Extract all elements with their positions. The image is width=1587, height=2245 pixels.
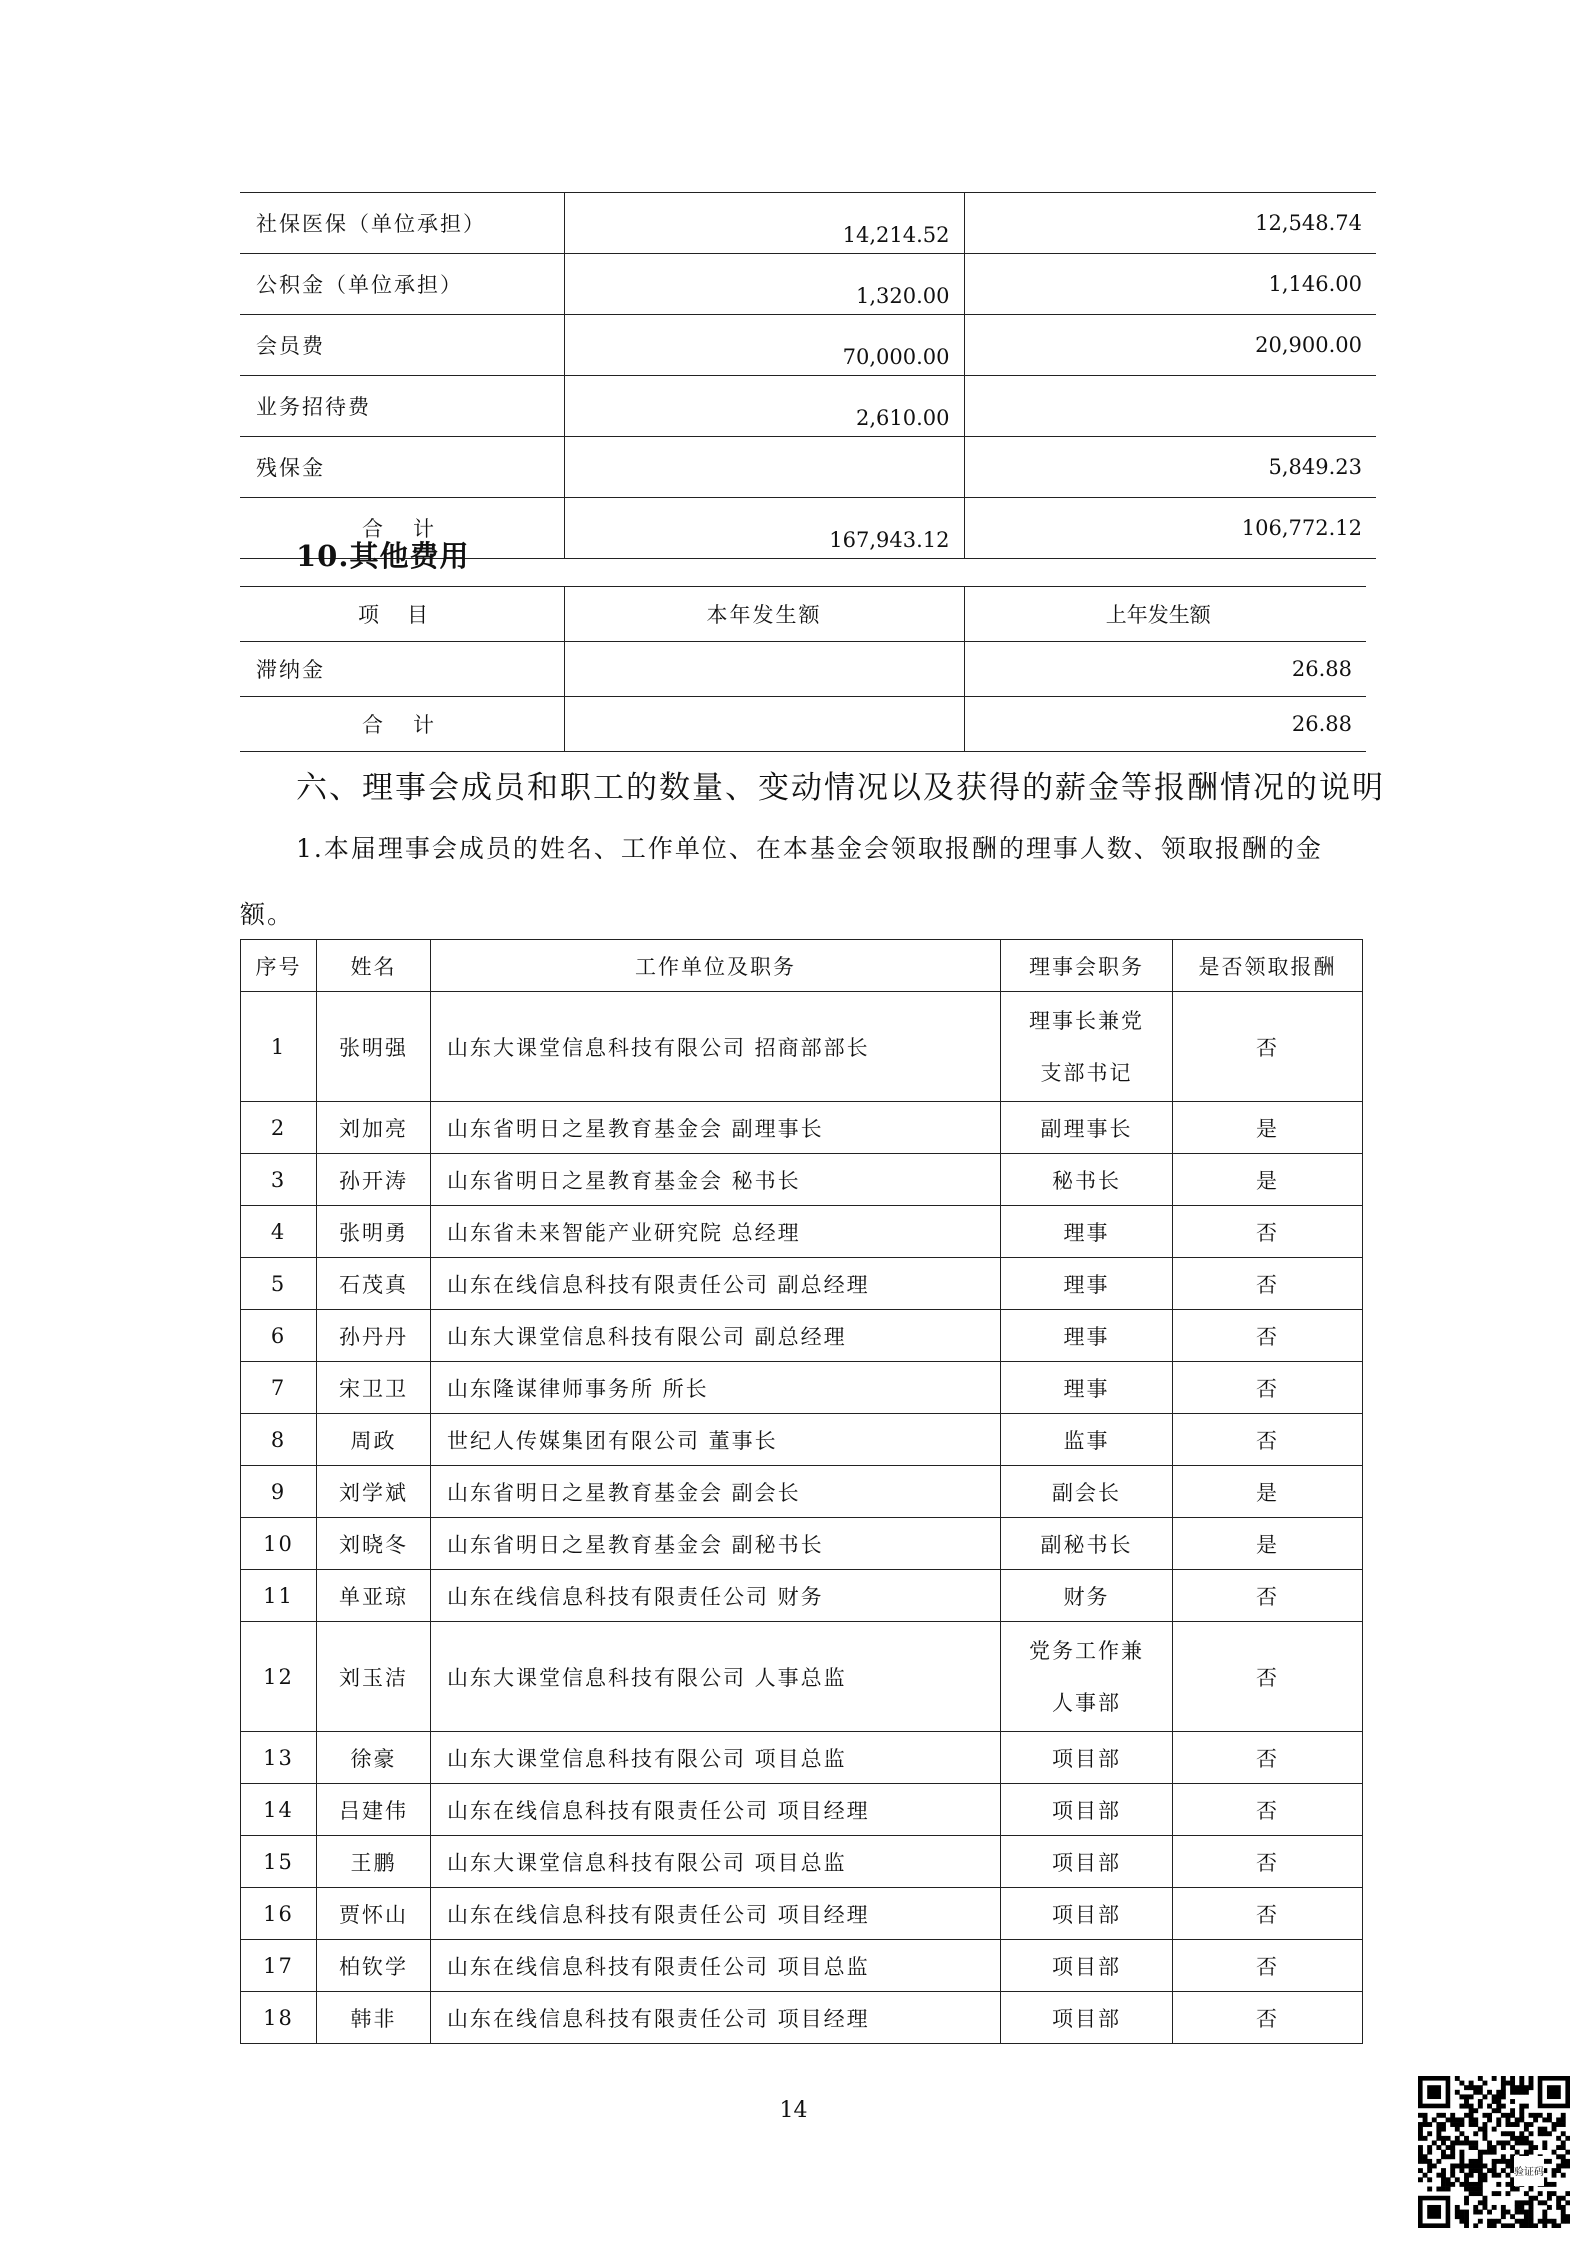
member-paid-flag: 否 [1173, 1836, 1363, 1888]
member-name: 王鹏 [317, 1836, 431, 1888]
member-row [241, 1206, 1363, 1258]
member-paid-flag: 否 [1173, 1622, 1363, 1732]
member-number: 12 [241, 1622, 317, 1732]
member-paid-flag: 是 [1173, 1102, 1363, 1154]
expense-item: 残保金 [240, 437, 564, 498]
member-row [241, 1940, 1363, 1992]
member-unit-position: 山东隆谋律师事务所 所长 [431, 1362, 1001, 1414]
member-number: 16 [241, 1888, 317, 1940]
member-name: 宋卫卫 [317, 1362, 431, 1414]
member-number: 14 [241, 1784, 317, 1836]
member-name: 贾怀山 [317, 1888, 431, 1940]
member-row [241, 1622, 1363, 1732]
member-unit-position: 山东大课堂信息科技有限公司 项目总监 [431, 1732, 1001, 1784]
expense-current-amount: 70,000.00 [564, 315, 964, 376]
member-board-role [1001, 1940, 1173, 1992]
member-name: 韩非 [317, 1992, 431, 2044]
member-board-role [1001, 1622, 1173, 1732]
member-board-role [1001, 1570, 1173, 1622]
member-number: 7 [241, 1362, 317, 1414]
member-board-role [1001, 992, 1173, 1102]
member-paid-flag: 否 [1173, 1732, 1363, 1784]
expense-row [240, 437, 1376, 498]
total-previous-amount: 26.88 [964, 697, 1366, 752]
member-number: 11 [241, 1570, 317, 1622]
member-unit-position: 山东省明日之星教育基金会 副秘书长 [431, 1518, 1001, 1570]
board-role-line: 副秘书长 [1040, 1532, 1133, 1557]
member-unit-position: 山东在线信息科技有限责任公司 项目经理 [431, 1888, 1001, 1940]
member-name: 刘加亮 [317, 1102, 431, 1154]
member-number: 3 [241, 1154, 317, 1206]
member-number: 13 [241, 1732, 317, 1784]
expense-item: 业务招待费 [240, 376, 564, 437]
member-board-role [1001, 1414, 1173, 1466]
member-name: 张明强 [317, 992, 431, 1102]
board-role-line: 副会长 [1052, 1480, 1121, 1505]
expense-current-amount [564, 437, 964, 498]
member-paid-flag: 否 [1173, 1206, 1363, 1258]
board-role-line: 理事长兼党 [1029, 1008, 1144, 1033]
board-role-line: 项目部 [1052, 1954, 1121, 1979]
other-expenses-header-row [240, 587, 1366, 642]
expense-row [240, 376, 1376, 437]
member-board-role [1001, 1888, 1173, 1940]
member-number: 8 [241, 1414, 317, 1466]
member-row [241, 1310, 1363, 1362]
member-board-role [1001, 1784, 1173, 1836]
member-paid-flag: 否 [1173, 1310, 1363, 1362]
member-row [241, 1102, 1363, 1154]
member-paid-flag: 否 [1173, 992, 1363, 1102]
board-role-line: 项目部 [1052, 2006, 1121, 2031]
verification-qr-code [1418, 2076, 1570, 2228]
member-board-role [1001, 1258, 1173, 1310]
board-role-line: 项目部 [1052, 1798, 1121, 1823]
member-name: 刘晓冬 [317, 1518, 431, 1570]
member-number: 4 [241, 1206, 317, 1258]
member-board-role [1001, 1466, 1173, 1518]
member-unit-position: 山东在线信息科技有限责任公司 副总经理 [431, 1258, 1001, 1310]
member-name: 刘学斌 [317, 1466, 431, 1518]
member-row [241, 1154, 1363, 1206]
expense-previous-amount: 26.88 [964, 642, 1366, 697]
member-number: 10 [241, 1518, 317, 1570]
total-previous-amount: 106,772.12 [964, 498, 1376, 559]
member-unit-position: 山东省明日之星教育基金会 秘书长 [431, 1154, 1001, 1206]
column-header: 项目 [240, 587, 564, 642]
member-paid-flag: 否 [1173, 1784, 1363, 1836]
column-header: 本年发生额 [564, 587, 964, 642]
board-role-line: 理事 [1063, 1324, 1110, 1349]
member-name: 张明勇 [317, 1206, 431, 1258]
member-name: 单亚琼 [317, 1570, 431, 1622]
section-heading-other-expenses: 10.其他费用 [296, 539, 470, 573]
member-row [241, 1836, 1363, 1888]
expense-item: 滞纳金 [240, 642, 564, 697]
member-number: 5 [241, 1258, 317, 1310]
member-row [241, 1518, 1363, 1570]
member-board-role [1001, 1102, 1173, 1154]
other-expenses-table-body [240, 587, 1366, 752]
member-name: 徐豪 [317, 1732, 431, 1784]
board-role-line: 党务工作兼 [1029, 1638, 1144, 1663]
member-number: 1 [241, 992, 317, 1102]
expense-current-amount: 1,320.00 [564, 254, 964, 315]
total-label: 合计 [240, 697, 564, 752]
member-board-role [1001, 1518, 1173, 1570]
board-role-line: 理事 [1063, 1272, 1110, 1297]
member-row [241, 992, 1363, 1102]
member-paid-flag: 是 [1173, 1518, 1363, 1570]
section-six-paragraph: 1.本届理事会成员的姓名、工作单位、在本基金会领取报酬的理事人数、领取报酬的金额。 [240, 834, 1323, 929]
member-paid-flag: 否 [1173, 1414, 1363, 1466]
board-role-line: 监事 [1063, 1428, 1110, 1453]
member-board-role [1001, 1836, 1173, 1888]
member-unit-position: 山东在线信息科技有限责任公司 项目总监 [431, 1940, 1001, 1992]
member-unit-position: 山东省明日之星教育基金会 副理事长 [431, 1102, 1001, 1154]
expense-previous-amount: 5,849.23 [964, 437, 1376, 498]
expense-previous-amount [964, 376, 1376, 437]
other-expenses-total-row [240, 697, 1366, 752]
member-row [241, 1570, 1363, 1622]
board-members-table [240, 939, 1363, 2044]
expense-item: 公积金（单位承担） [240, 254, 564, 315]
qr-code-icon [1418, 2076, 1570, 2228]
member-paid-flag: 否 [1173, 1362, 1363, 1414]
section-six-title: 六、理事会成员和职工的数量、变动情况以及获得的薪金等报酬情况的说明 [296, 770, 1385, 806]
member-number: 17 [241, 1940, 317, 1992]
board-role-line: 理事 [1063, 1376, 1110, 1401]
column-header: 工作单位及职务 [431, 940, 1001, 992]
member-paid-flag: 否 [1173, 1940, 1363, 1992]
column-header: 序号 [241, 940, 317, 992]
member-name: 孙丹丹 [317, 1310, 431, 1362]
member-row [241, 1784, 1363, 1836]
board-role-line: 项目部 [1052, 1746, 1121, 1771]
board-role-line: 项目部 [1052, 1850, 1121, 1875]
other-expense-row [240, 642, 1366, 697]
member-paid-flag: 是 [1173, 1154, 1363, 1206]
member-name: 吕建伟 [317, 1784, 431, 1836]
expense-table-continued [240, 192, 1376, 559]
member-unit-position: 世纪人传媒集团有限公司 董事长 [431, 1414, 1001, 1466]
board-role-line: 理事 [1063, 1220, 1110, 1245]
board-role-line: 项目部 [1052, 1902, 1121, 1927]
column-header: 上年发生额 [964, 587, 1366, 642]
member-paid-flag: 否 [1173, 1992, 1363, 2044]
member-board-role [1001, 1362, 1173, 1414]
member-unit-position: 山东在线信息科技有限责任公司 项目经理 [431, 1784, 1001, 1836]
page-number: 14 [779, 2098, 808, 2123]
member-row [241, 1732, 1363, 1784]
board-members-header-row [241, 940, 1363, 992]
column-header: 理事会职务 [1001, 940, 1173, 992]
board-role-line: 副理事长 [1040, 1116, 1133, 1141]
member-row [241, 1414, 1363, 1466]
board-members-table-body [241, 992, 1363, 2044]
expense-item: 社保医保（单位承担） [240, 193, 564, 254]
board-role-line: 财务 [1063, 1584, 1110, 1609]
member-board-role [1001, 1154, 1173, 1206]
qr-code-label: 验证码 [1514, 2167, 1544, 2178]
member-unit-position: 山东省未来智能产业研究院 总经理 [431, 1206, 1001, 1258]
member-board-role [1001, 1310, 1173, 1362]
member-number: 18 [241, 1992, 317, 2044]
member-number: 6 [241, 1310, 317, 1362]
member-unit-position: 山东大课堂信息科技有限公司 副总经理 [431, 1310, 1001, 1362]
expense-row [240, 193, 1376, 254]
member-name: 孙开涛 [317, 1154, 431, 1206]
member-board-role [1001, 1992, 1173, 2044]
member-name: 周政 [317, 1414, 431, 1466]
expense-previous-amount: 20,900.00 [964, 315, 1376, 376]
member-row [241, 1362, 1363, 1414]
member-row [241, 1466, 1363, 1518]
board-role-line: 秘书长 [1052, 1168, 1121, 1193]
expense-item: 会员费 [240, 315, 564, 376]
member-row [241, 1258, 1363, 1310]
expense-previous-amount: 1,146.00 [964, 254, 1376, 315]
member-paid-flag: 是 [1173, 1466, 1363, 1518]
total-current-amount: 167,943.12 [564, 498, 964, 559]
member-row [241, 1992, 1363, 2044]
total-current-amount [564, 697, 964, 752]
other-expenses-table [240, 586, 1366, 752]
member-unit-position: 山东大课堂信息科技有限公司 人事总监 [431, 1622, 1001, 1732]
member-board-role [1001, 1206, 1173, 1258]
board-role-line: 人事部 [1052, 1690, 1121, 1715]
member-name: 柏钦学 [317, 1940, 431, 1992]
member-unit-position: 山东在线信息科技有限责任公司 财务 [431, 1570, 1001, 1622]
expense-current-amount: 14,214.52 [564, 193, 964, 254]
member-unit-position: 山东大课堂信息科技有限公司 项目总监 [431, 1836, 1001, 1888]
member-name: 石茂真 [317, 1258, 431, 1310]
member-number: 9 [241, 1466, 317, 1518]
member-number: 15 [241, 1836, 317, 1888]
expense-current-amount [564, 642, 964, 697]
member-number: 2 [241, 1102, 317, 1154]
member-paid-flag: 否 [1173, 1258, 1363, 1310]
member-unit-position: 山东在线信息科技有限责任公司 项目经理 [431, 1992, 1001, 2044]
member-unit-position: 山东大课堂信息科技有限公司 招商部部长 [431, 992, 1001, 1102]
member-paid-flag: 否 [1173, 1888, 1363, 1940]
column-header: 姓名 [317, 940, 431, 992]
member-paid-flag: 否 [1173, 1570, 1363, 1622]
member-name: 刘玉洁 [317, 1622, 431, 1732]
expense-row [240, 315, 1376, 376]
expense-previous-amount: 12,548.74 [964, 193, 1376, 254]
member-unit-position: 山东省明日之星教育基金会 副会长 [431, 1466, 1001, 1518]
total-label: 合计 [240, 498, 564, 559]
expense-table-body [240, 193, 1376, 559]
column-header: 是否领取报酬 [1173, 940, 1363, 992]
expense-row [240, 254, 1376, 315]
member-row [241, 1888, 1363, 1940]
expense-current-amount: 2,610.00 [564, 376, 964, 437]
board-role-line: 支部书记 [1040, 1060, 1133, 1085]
member-board-role [1001, 1732, 1173, 1784]
